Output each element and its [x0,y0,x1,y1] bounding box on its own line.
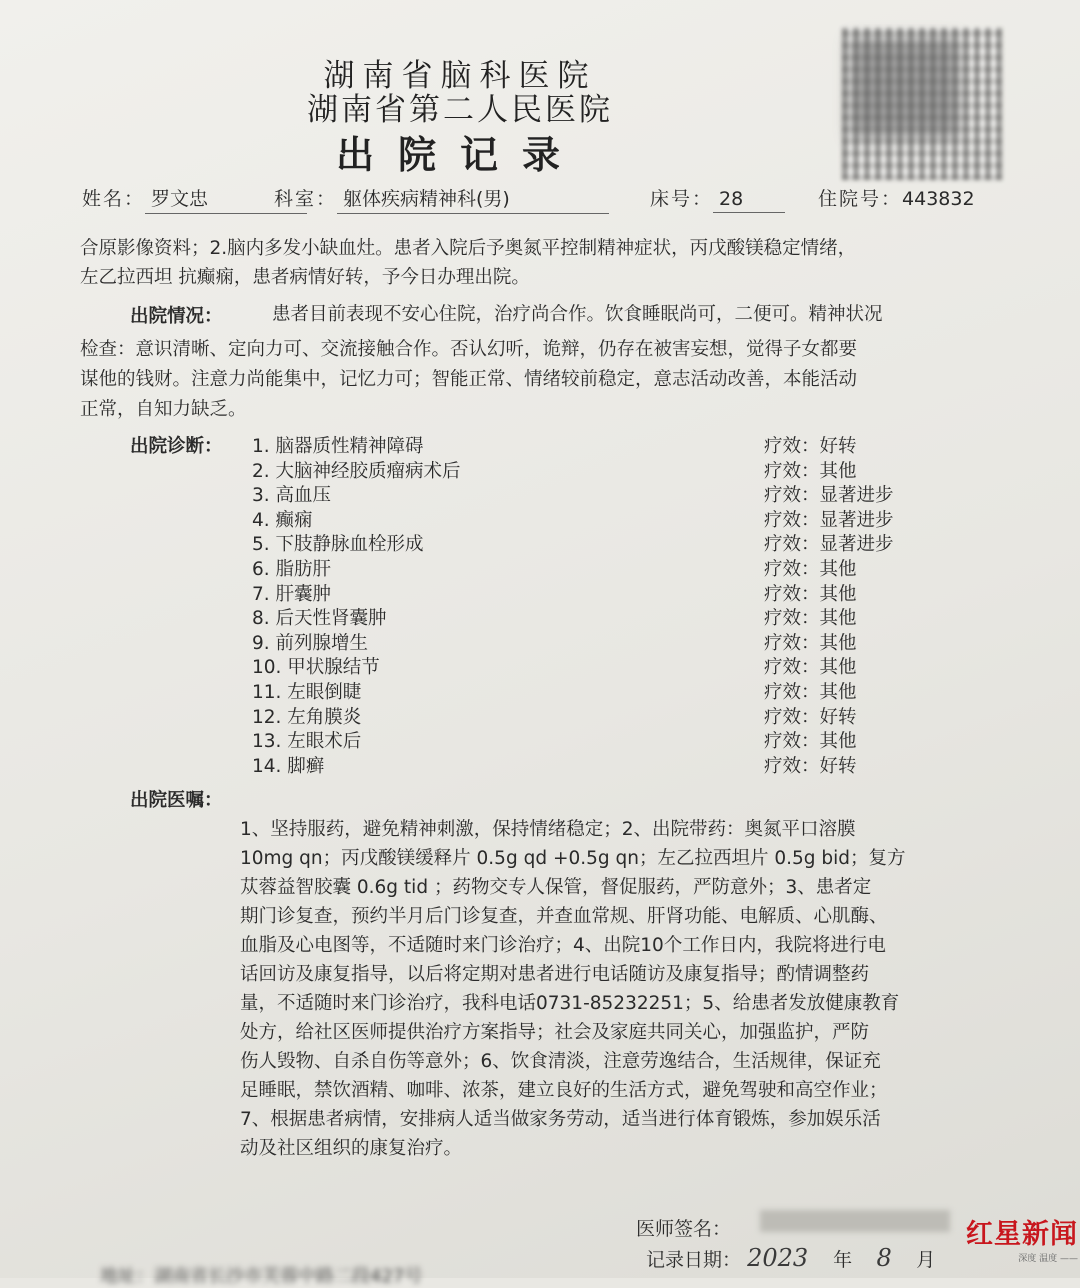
diagnosis-name: 2. 大脑神经胶质瘤病术后 [252,460,461,482]
diagnosis-result: 疗效：其他 [764,681,857,703]
hospital-name-2: 湖南省第二人民医院 [307,92,613,128]
diagnosis-row [252,604,972,629]
diagnosis-result: 疗效：好转 [764,436,857,457]
news-watermark [958,1212,1078,1272]
diagnosis-label: 出院诊断： [130,436,223,457]
diagnosis-result: 疗效：其他 [764,460,857,482]
diagnosis-result: 疗效：显著进步 [764,485,894,507]
department: 躯体疾病精神科(男) [337,184,609,214]
record-date-label: 记录日期： [646,1249,742,1271]
diagnosis-row [252,653,972,678]
record-date-year: 2023 [747,1244,809,1272]
diagnosis-name: 4. 癫痫 [252,509,313,531]
diagnosis-row [252,678,972,703]
diagnosis-name: 7. 肝囊肿 [252,583,332,605]
admission-field: 住院号：443832 [818,188,975,210]
record-date-month: 8 [876,1244,892,1272]
document-title: 出院记录 [335,133,584,177]
hospital-name-1: 湖南省脑科医院 [323,58,597,94]
diagnosis-result: 疗效：显著进步 [764,509,894,531]
diagnosis-row [252,752,972,777]
diagnosis-row [252,432,972,457]
patient-name-field: 姓名： 罗文忠 [82,184,307,214]
diagnosis-name: 9. 前列腺增生 [252,632,369,654]
diagnosis-name: 8. 后天性肾囊肿 [252,608,387,630]
diagnosis-name: 5. 下肢静脉血栓形成 [252,534,424,556]
diagnosis-name: 13. 左眼术后 [252,731,362,753]
diagnosis-name: 14. 脚癣 [252,755,325,777]
diagnosis-name: 6. 脂肪肝 [252,558,332,580]
watermark-logo: 红星新闻 [966,1219,1078,1250]
diagnosis-name: 12. 左角膜炎 [252,706,362,728]
diagnosis-result: 疗效：其他 [764,558,857,580]
discharge-status-text: 检查：意识清晰、定向力可、交流接触合作。否认幻听，诡辩，仍存在被害妄想，觉得子女都要 谋他的钱财。注意力尚能集中，记忆力可；智能正常、情绪较前稳定，意志活动改善，本能活动 正常，自知力缺乏。 [80,339,858,420]
diagnosis-name: 10. 甲状腺结节 [252,657,380,679]
record-date-month-unit: 月 [916,1249,936,1271]
redaction-blur [850,38,960,138]
diagnosis-list [252,432,972,776]
diagnosis-name: 11. 左眼倒睫 [252,681,362,703]
diagnosis-name: 3. 高血压 [252,485,332,507]
watermark-sub: 深度 温度 —— [1018,1254,1078,1264]
diagnosis-result: 疗效：显著进步 [764,534,894,556]
record-date [646,1244,935,1272]
diagnosis-result: 疗效：好转 [764,706,857,728]
diagnosis-row [252,506,972,531]
diagnosis-result: 疗效：其他 [764,731,857,753]
diagnosis-result: 疗效：其他 [764,632,857,654]
advice-text: 1、坚持服药，避免精神刺激，保持情绪稳定；2、出院带药：奥氮平口溶膜 10mg qn；丙戊酸镁缓释片 0.5g qd +0.5g qn；左乙拉西坦片 0.5g bid；复方 苁蓉益智胶囊 0.6g tid ；药物交专人保管，督促服药，严防意外；3、患者定 期门诊复查，预约半月后门诊复查，并查血常规、肝肾功能、电解质、心肌酶、 血脂及心电图等，不适随时来门诊治疗；4、出院10个工作日内，我院将进行电 话回访及康复指导，以后将定期对患者进行电话随访及康复指导；酌情调整药 量，不适随时来门诊治疗，我科电话0731-85232251；5、给患者发放健康教育 处方，给社区医师提供治疗方案指导；社会及家庭共同关心，加强监护，严防 伤人毁物、自杀自伤等意外；6、饮食清淡，注意劳逸结合，生活规律，保证充 足睡眠，禁饮酒精、咖啡、浓茶，建立良好的生活方式，避免驾驶和高空作业； 7、根据患者病情，安排病人适当做家务劳动，适当进行体育锻炼，参加娱乐活 动及社区组织的康复治疗。 [240,819,906,1159]
diagnosis-name: 1. 脑器质性精神障碍 [252,436,424,457]
diagnosis-row [252,629,972,654]
diagnosis-row [252,481,972,506]
diagnosis-row [252,457,972,482]
diagnosis-result: 疗效：其他 [764,657,857,679]
record-date-year-unit: 年 [833,1249,853,1271]
diagnosis-result: 疗效：好转 [764,755,857,777]
diagnosis-row [252,703,972,728]
diagnosis-row [252,727,972,752]
admission-number: 443832 [902,188,975,210]
bed-field: 床号： 28 [650,184,785,213]
footer-address: 地址：湖南省长沙市芙蓉中路二段427号 [100,1266,423,1287]
diagnosis-row [252,530,972,555]
intro-paragraph: 合原影像资料；2.脑内多发小缺血灶。患者入院后予奥氮平控制精神症状，丙戊酸镁稳定情绪， 左乙拉西坦 抗癫痫，患者病情好转，予今日办理出院。 [80,238,857,288]
department-field: 科室： 躯体疾病精神科(男) [274,184,609,214]
advice-label: 出院医嘱： [130,790,223,811]
discharge-status-first-line: 患者目前表现不安心住院，治疗尚合作。饮食睡眠尚可，二便可。精神状况 [272,304,883,325]
bed-number: 28 [713,188,785,213]
doctor-signature-redacted [760,1210,950,1232]
diagnosis-result: 疗效：其他 [764,608,857,630]
doctor-signature-label: 医师签名： [636,1218,732,1240]
patient-name: 罗文忠 [145,184,307,214]
diagnosis-row [252,555,972,580]
discharge-status-label: 出院情况： [130,306,223,327]
diagnosis-result: 疗效：其他 [764,583,857,605]
diagnosis-row [252,580,972,605]
